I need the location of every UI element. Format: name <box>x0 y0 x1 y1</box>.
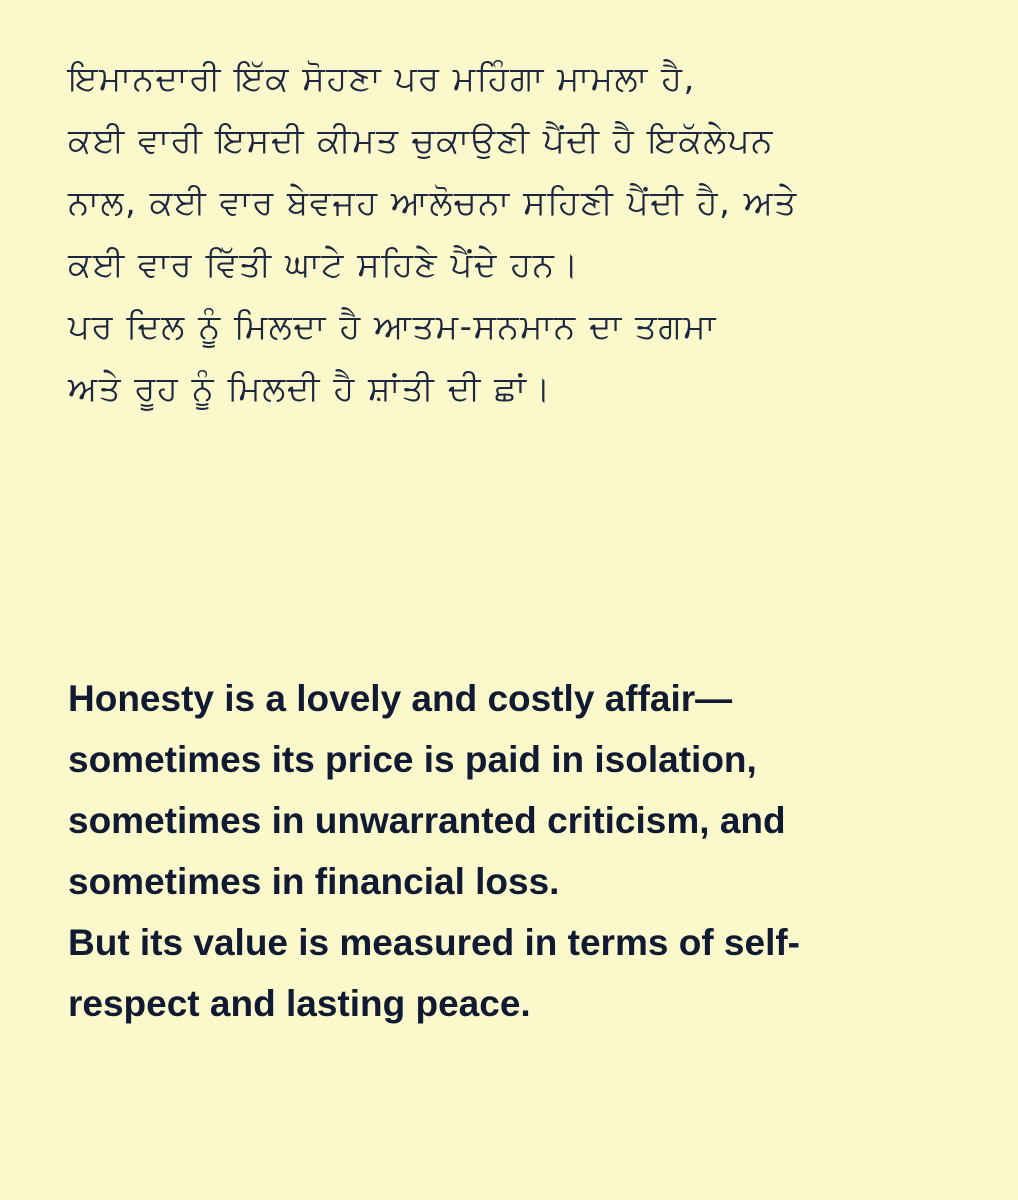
punjabi-line-4: ਕਈ ਵਾਰ ਵਿੱਤੀ ਘਾਟੇ ਸਹਿਣੇ ਪੈਂਦੇ ਹਨ। <box>68 245 580 285</box>
punjabi-line-1: ਇਮਾਨਦਾਰੀ ਇੱਕ ਸੋਹਣਾ ਪਰ ਮਹਿੰਗਾ ਮਾਮਲਾ ਹੈ, <box>68 59 696 99</box>
punjabi-line-2: ਕਈ ਵਾਰੀ ਇਸਦੀ ਕੀਮਤ ਚੁਕਾਉਣੀ ਪੈਂਦੀ ਹੈ ਇਕੱਲੇਪਨ <box>68 121 774 161</box>
english-line-3: sometimes in unwarranted criticism, and <box>68 800 786 841</box>
english-line-4: sometimes in financial loss. <box>68 861 560 902</box>
english-line-6: respect and lasting peace. <box>68 983 531 1024</box>
punjabi-line-5: ਪਰ ਦਿਲ ਨੂੰ ਮਿਲਦਾ ਹੈ ਆਤਮ-ਸਨਮਾਨ ਦਾ ਤਗਮਾ <box>68 307 717 347</box>
english-quote <box>68 668 988 1034</box>
english-line-5: But its value is measured in terms of self- <box>68 922 800 963</box>
punjabi-quote <box>68 48 988 420</box>
english-line-2: sometimes its price is paid in isolation, <box>68 739 757 780</box>
punjabi-line-6: ਅਤੇ ਰੂਹ ਨੂੰ ਮਿਲਦੀ ਹੈ ਸ਼ਾਂਤੀ ਦੀ ਛਾਂ। <box>68 369 552 409</box>
punjabi-line-3: ਨਾਲ, ਕਈ ਵਾਰ ਬੇਵਜਹ ਆਲੋਚਨਾ ਸਹਿਣੀ ਪੈਂਦੀ ਹੈ, ਅਤੇ <box>68 183 798 223</box>
english-line-1: Honesty is a lovely and costly affair— <box>68 678 733 719</box>
